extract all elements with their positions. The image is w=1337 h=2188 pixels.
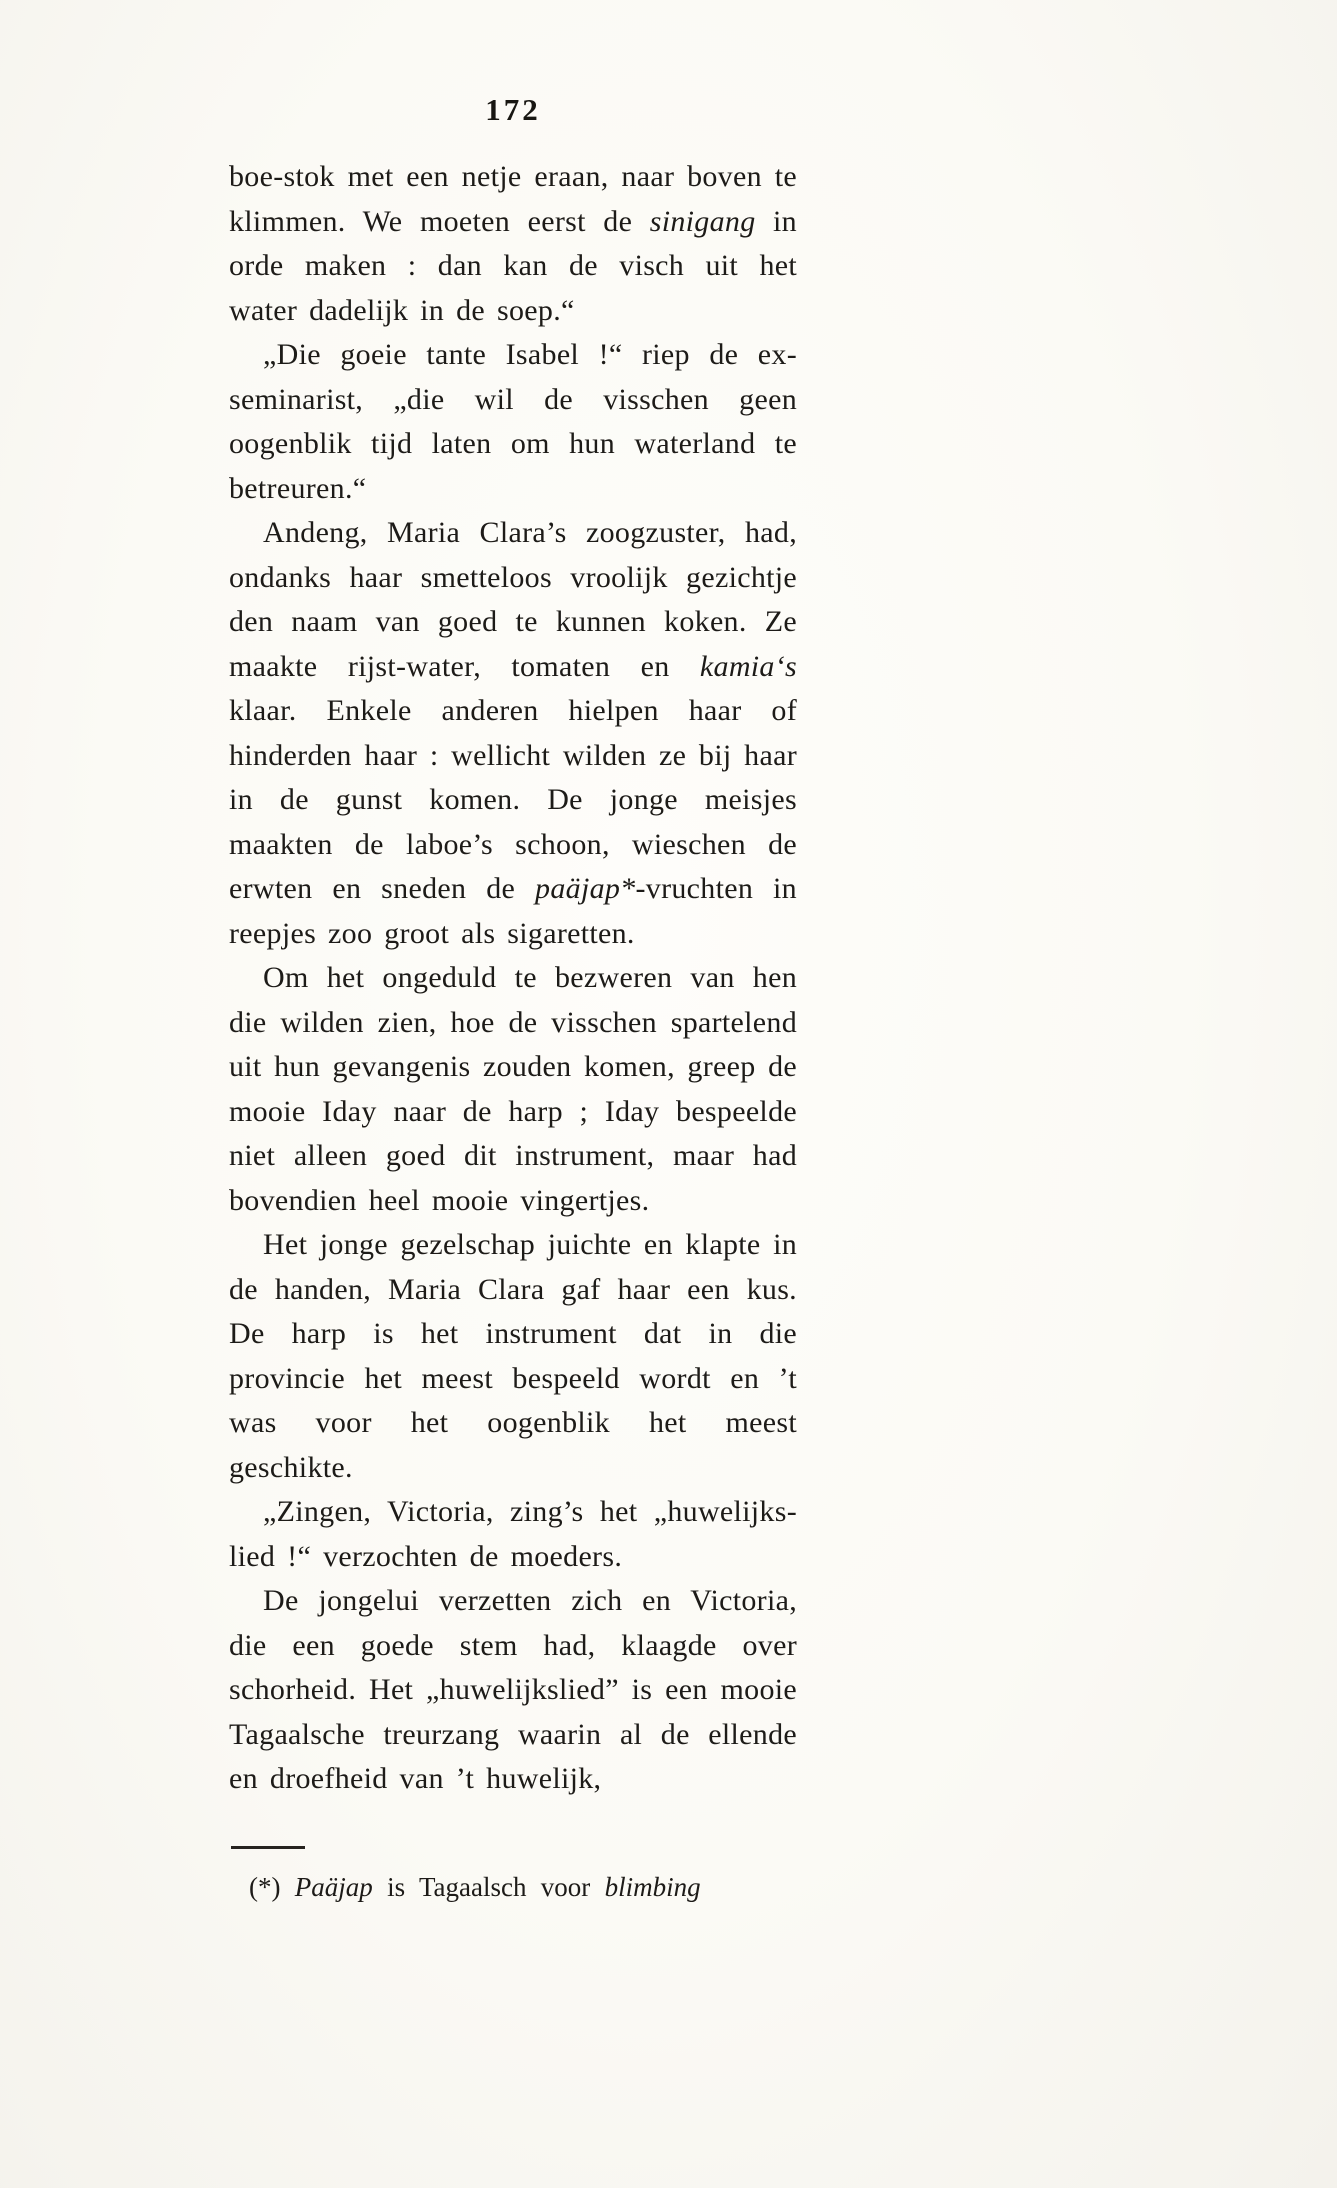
paragraph-3 (229, 511, 797, 956)
footnote-text: is Tagaalsch voor (372, 1871, 605, 1902)
text-segment: „Zingen, Victoria, zing’s het „huwelijks-lied !“ verzochten de moeders. (229, 1495, 797, 1573)
text-segment: boe-stok met een netje eraan, naar boven te klimmen. We moeten eerst de (229, 160, 797, 238)
text-segment: klaar. Enkele anderen hielpen haar of hinderden haar : wellicht wilden ze bij haar in de gunst komen. De jonge meisjes maakten de laboe’s schoon, wieschen de erwten en sneden de (229, 694, 797, 905)
page-number: 172 (485, 92, 541, 127)
footnote-marker: (*) (249, 1871, 295, 1902)
text-segment: Om het ongeduld te bezweren van hen die wilden zien, hoe de visschen spartelend uit hun gevangenis zouden komen, greep de mooie Iday naar de harp ; Iday bespeelde niet alleen goed dit instrument, maar had bovendien heel mooie vingertjes. (229, 961, 797, 1217)
paragraph-5 (229, 1223, 797, 1490)
paragraph-1 (229, 155, 797, 333)
paragraph-7 (229, 1579, 797, 1802)
footnote-block (229, 1846, 797, 1905)
paragraph-4 (229, 956, 797, 1223)
text-segment: in orde maken : dan kan de visch uit het water dadelijk in de soep.“ (229, 204, 797, 327)
italic-term-paajap: paäjap* (535, 872, 636, 905)
text-column (229, 92, 797, 1905)
italic-term-paajap-footnote: Paäjap (294, 1871, 373, 1902)
paragraph-2 (229, 333, 797, 511)
text-segment: -vruchten in reepjes zoo groot als sigaretten. (229, 872, 797, 950)
italic-term-kamias: kamia‘s (699, 649, 797, 683)
text-segment: Het jonge gezelschap juichte en klapte in de handen, Maria Clara gaf haar een kus. De harp is het instrument dat in die provincie het meest bespeeld wordt en ’t was voor het oogenblik het meest geschikte. (229, 1228, 797, 1484)
text-segment: Andeng, Maria Clara’s zoogzuster, had, ondanks haar smetteloos vroolijk gezichtje den naam van goed te kunnen koken. Ze maakte rijst-water, tomaten en (229, 516, 797, 683)
paragraph-6 (229, 1490, 797, 1579)
text-segment: „Die goeie tante Isabel !“ riep de ex-seminarist, „die wil de visschen geen oogenblik tijd laten om hun waterland te betreuren.“ (229, 338, 797, 505)
body-text (229, 155, 797, 1802)
footnote (229, 1869, 797, 1905)
footnote-rule (231, 1846, 305, 1849)
italic-term-blimbing: blimbing (604, 1871, 701, 1902)
text-segment: De jongelui verzetten zich en Victoria, die een goede stem had, klaagde over schorheid. Het „huwelijkslied” is een mooie Tagaalsche treurzang waarin al de ellende en droefheid van ’t huwelijk, (229, 1584, 797, 1795)
italic-term-sinigang: sinigang (649, 204, 756, 238)
